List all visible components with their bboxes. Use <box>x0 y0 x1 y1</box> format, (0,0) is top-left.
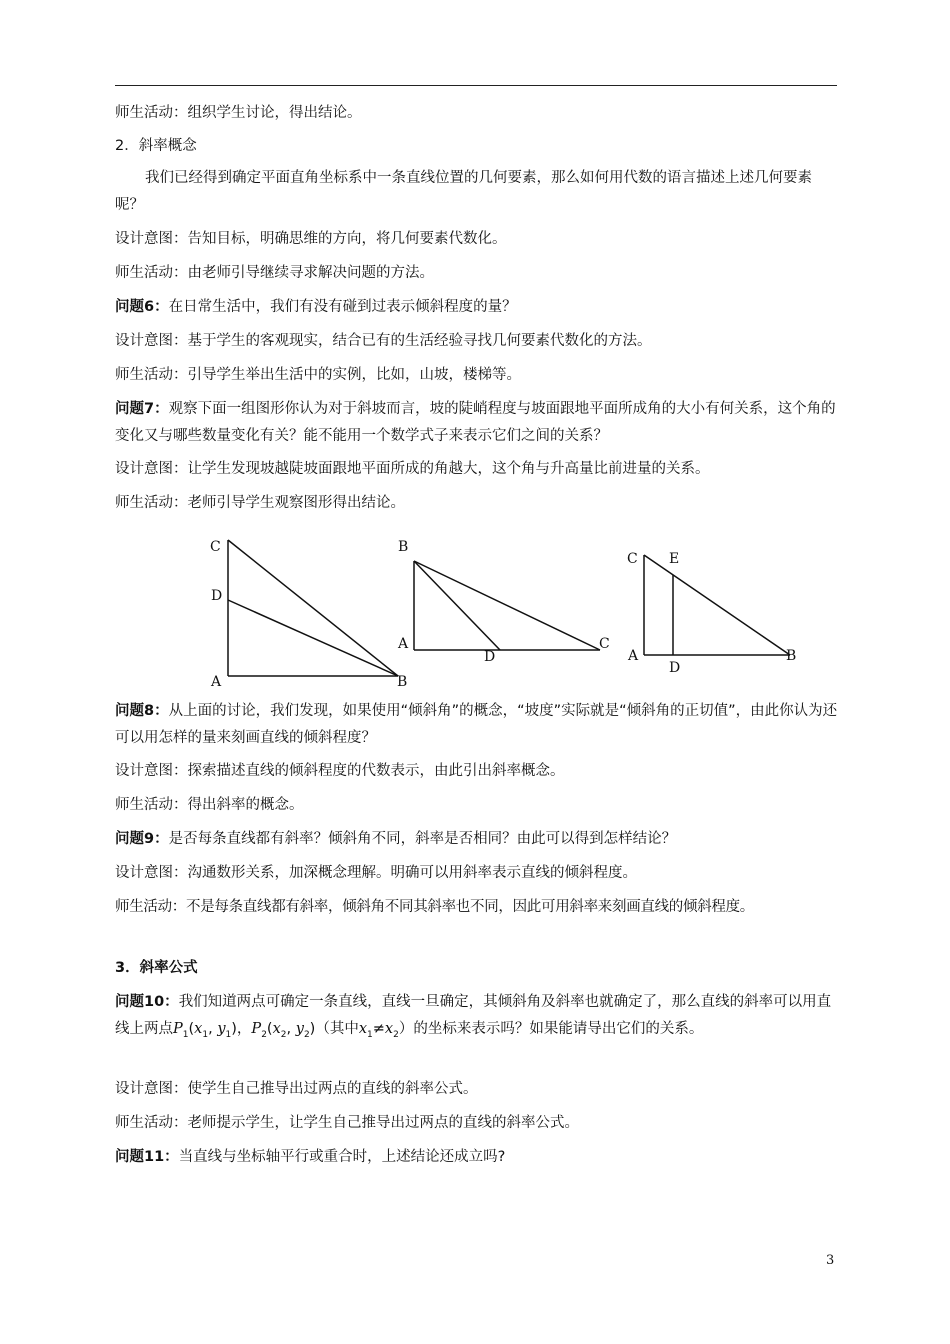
label-E: E <box>669 551 680 567</box>
paren: ( <box>266 1021 273 1037</box>
question-text: 是否每条直线都有斜率？倾斜角不同，斜率是否相同？由此可以得到怎样结论？ <box>168 831 677 847</box>
text-line: 设计意图：使学生自己推导出过两点的直线的斜率公式。 <box>115 1081 478 1097</box>
not-equal-sign: ≠ <box>372 1021 385 1037</box>
label-C: C <box>599 636 610 652</box>
question-label: 问题6： <box>115 299 169 315</box>
label-D: D <box>211 588 223 604</box>
question-text: 当直线与坐标轴平行或重合时，上述结论还成立吗? <box>178 1149 506 1165</box>
text-line: 设计意图：让学生发现坡越陡坡面跟地平面所成的角越大，这个角与升高量比前进量的关系。 <box>115 461 710 477</box>
text-line: 师生活动：由老师引导继续寻求解决问题的方法。 <box>115 265 434 281</box>
var-y: y <box>295 1021 304 1037</box>
question-text: 我们知道两点可确定一条直线，直线一旦确定，其倾斜角及斜率也就确定了，那么直线的斜率可以用直线上两点 <box>115 994 832 1037</box>
text-line: 师生活动：不是每条直线都有斜率，倾斜角不同其斜率也不同，因此可用斜率来刻画直线的倾斜程度。 <box>115 899 754 915</box>
var-y: y <box>217 1021 226 1037</box>
question-label: 问题8： <box>115 703 169 719</box>
text-line: 设计意图：探索描述直线的倾斜程度的代数表示，由此引出斜率概念。 <box>115 763 565 779</box>
point-p2: P <box>251 1021 262 1037</box>
point-p1: P <box>173 1021 183 1037</box>
question-text: 观察下面一组图形你认为对于斜坡而言，坡的陡峭程度与坡面跟地平面所成角的大小有何关系，这个角的变化又与哪些数量变化有关？能不能用一个数学式子来表示它们之间的关系？ <box>115 401 836 444</box>
subscript: 1 <box>182 1029 189 1040</box>
question-text: 从上面的讨论，我们发现，如果使用“倾斜角”的概念，“坡度”实际就是“倾斜角的正切值”，由此你认为还可以用怎样的量来刻画直线的倾斜程度？ <box>115 703 838 746</box>
label-A: A <box>211 674 222 690</box>
comma: , <box>208 1021 218 1037</box>
question-label: 问题9： <box>115 831 169 847</box>
label-B: B <box>786 648 797 664</box>
paren: ( <box>188 1021 195 1037</box>
text-line: 师生活动：引导学生举出生活中的实例，比如，山坡，楼梯等。 <box>115 367 521 383</box>
page-number: 3 <box>826 1253 835 1268</box>
text-line: 设计意图：告知目标，明确思维的方向，将几何要素代数化。 <box>115 231 507 247</box>
subscript: 2 <box>393 1029 399 1040</box>
var-x: x <box>272 1021 281 1037</box>
question-10 <box>115 989 840 1049</box>
subscript: 2 <box>303 1029 310 1040</box>
label-B: B <box>398 539 409 555</box>
label-A: A <box>398 636 409 652</box>
question-8 <box>115 698 840 752</box>
comma: , <box>286 1021 296 1037</box>
var-x: x <box>358 1021 368 1037</box>
var-x: x <box>384 1021 394 1037</box>
label-A: A <box>628 648 639 664</box>
question-label: 问题11： <box>115 1149 179 1165</box>
text-line: 师生活动：组织学生讨论，得出结论。 <box>115 105 362 121</box>
paren: )， <box>231 1021 252 1037</box>
label-C: C <box>210 539 221 555</box>
question-text: 在日常生活中，我们有没有碰到过表示倾斜程度的量？ <box>168 299 517 315</box>
question-text: ）的坐标来表示吗？如果能请导出它们的关系。 <box>398 1021 704 1037</box>
subscript: 1 <box>225 1029 232 1040</box>
text-line: 师生活动：老师提示学生，让学生自己推导出过两点的直线的斜率公式。 <box>115 1115 579 1131</box>
text-line: 设计意图：基于学生的客观现实，结合已有的生活经验寻找几何要素代数化的方法。 <box>115 333 652 349</box>
section-heading: 2．斜率概念 <box>115 138 197 154</box>
text-line: 师生活动：老师引导学生观察图形得出结论。 <box>115 495 405 511</box>
subscript: 1 <box>367 1029 373 1040</box>
label-D: D <box>484 649 496 665</box>
paragraph: 我们已经得到确定平面直角坐标系中一条直线位置的几何要素，那么如何用代数的语言描述上述几何要素呢？ <box>115 170 812 213</box>
text-line: 设计意图：沟通数形关系，加深概念理解。明确可以用斜率表示直线的倾斜程度。 <box>115 865 637 881</box>
question-text: （其中 <box>315 1021 359 1037</box>
question-11 <box>115 1144 840 1171</box>
subscript: 1 <box>202 1029 209 1040</box>
question-9 <box>115 826 840 853</box>
question-label: 问题7： <box>115 401 169 417</box>
paren: ) <box>309 1021 316 1037</box>
label-C: C <box>627 551 638 567</box>
var-x: x <box>194 1021 203 1037</box>
subscript: 2 <box>261 1029 267 1040</box>
label-D: D <box>669 660 681 676</box>
subscript: 2 <box>280 1029 287 1040</box>
label-B: B <box>397 674 408 690</box>
text-line: 师生活动：得出斜率的概念。 <box>115 797 304 813</box>
section-heading: 3．斜率公式 <box>115 960 198 976</box>
question-label: 问题10： <box>115 994 179 1010</box>
